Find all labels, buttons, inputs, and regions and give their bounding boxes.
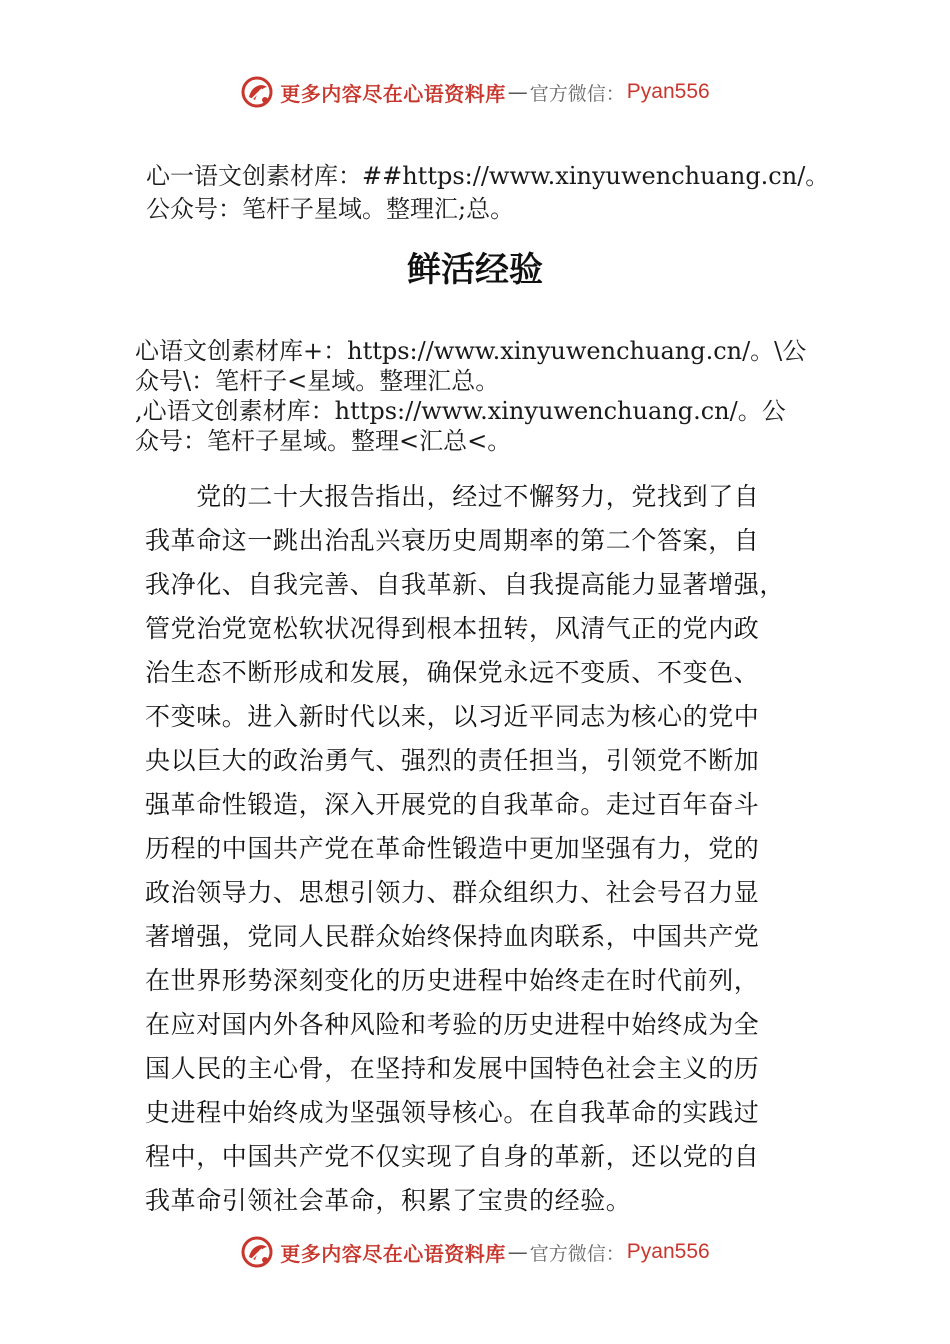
body-line: 央以巨大的政治勇气、强烈的责任担当，引领党不断加	[145, 746, 760, 775]
body-line: 不变味。进入新时代以来，以习近平同志为核心的党中	[145, 702, 760, 731]
banner-separator: —	[507, 80, 528, 104]
body-line: 我革命引领社会革命，积累了宝贵的经验。	[145, 1186, 632, 1215]
body-line: 政治领导力、思想引领力、群众组织力、社会号召力显	[145, 878, 760, 907]
intro-line: 公众号：笔杆子星域。整理汇;总。	[146, 195, 515, 223]
body-line: 史进程中始终成为坚强领导核心。在自我革命的实践过	[145, 1098, 760, 1127]
body-line: 在世界形势深刻变化的历史进程中始终走在时代前列，	[145, 966, 760, 995]
intro-line: 心一语文创素材库：##https://www.xinyuwenchuang.cn/。	[146, 162, 830, 190]
body-line: 管党治党宽松软状况得到根本扭转，风清气正的党内政	[145, 614, 760, 643]
page-title: 鲜活经验	[407, 250, 543, 290]
body-line: 著增强，党同人民群众始终保持血肉联系，中国共产党	[145, 922, 760, 951]
banner-slogan: 更多内容尽在心语资料库	[280, 81, 506, 106]
brand-logo-icon	[240, 1235, 274, 1269]
body-line: 国人民的主心骨，在坚持和发展中国特色社会主义的历	[145, 1054, 760, 1083]
body-line: 党的二十大报告指出，经过不懈努力，党找到了自	[145, 482, 760, 511]
body-line: 程中，中国共产党不仅实现了自身的革新，还以党的自	[145, 1142, 760, 1171]
banner-slogan: 更多内容尽在心语资料库	[280, 1241, 506, 1266]
wechat-id: Pyan556	[626, 1240, 710, 1263]
watermark-line: ,心语文创素材库：https://www.xinyuwenchuang.cn/。公	[135, 397, 786, 425]
footer-banner	[0, 1232, 950, 1272]
brand-logo-icon	[240, 75, 274, 109]
watermark-line: 众号：笔杆子星域。整理<汇总<。	[135, 427, 512, 455]
header-banner	[0, 72, 950, 112]
body-line: 我净化、自我完善、自我革新、自我提高能力显著增强，	[145, 570, 786, 599]
wechat-id: Pyan556	[626, 80, 710, 103]
watermark-line: 心语文创素材库+：https://www.xinyuwenchuang.cn/。\公	[135, 337, 807, 365]
body-line: 强革命性锻造，深入开展党的自我革命。走过百年奋斗	[145, 790, 760, 819]
watermark-line: 众号\：笔杆子<星域。整理汇总。	[135, 367, 500, 395]
wechat-label: 官方微信：	[529, 1242, 625, 1265]
wechat-label: 官方微信：	[529, 82, 625, 105]
banner-separator: —	[507, 1240, 528, 1264]
body-line: 在应对国内外各种风险和考验的历史进程中始终成为全	[145, 1010, 760, 1039]
body-line: 治生态不断形成和发展，确保党永远不变质、不变色、	[145, 658, 760, 687]
body-line: 历程的中国共产党在革命性锻造中更加坚强有力，党的	[145, 834, 760, 863]
body-line: 我革命这一跳出治乱兴衰历史周期率的第二个答案，自	[145, 526, 760, 555]
